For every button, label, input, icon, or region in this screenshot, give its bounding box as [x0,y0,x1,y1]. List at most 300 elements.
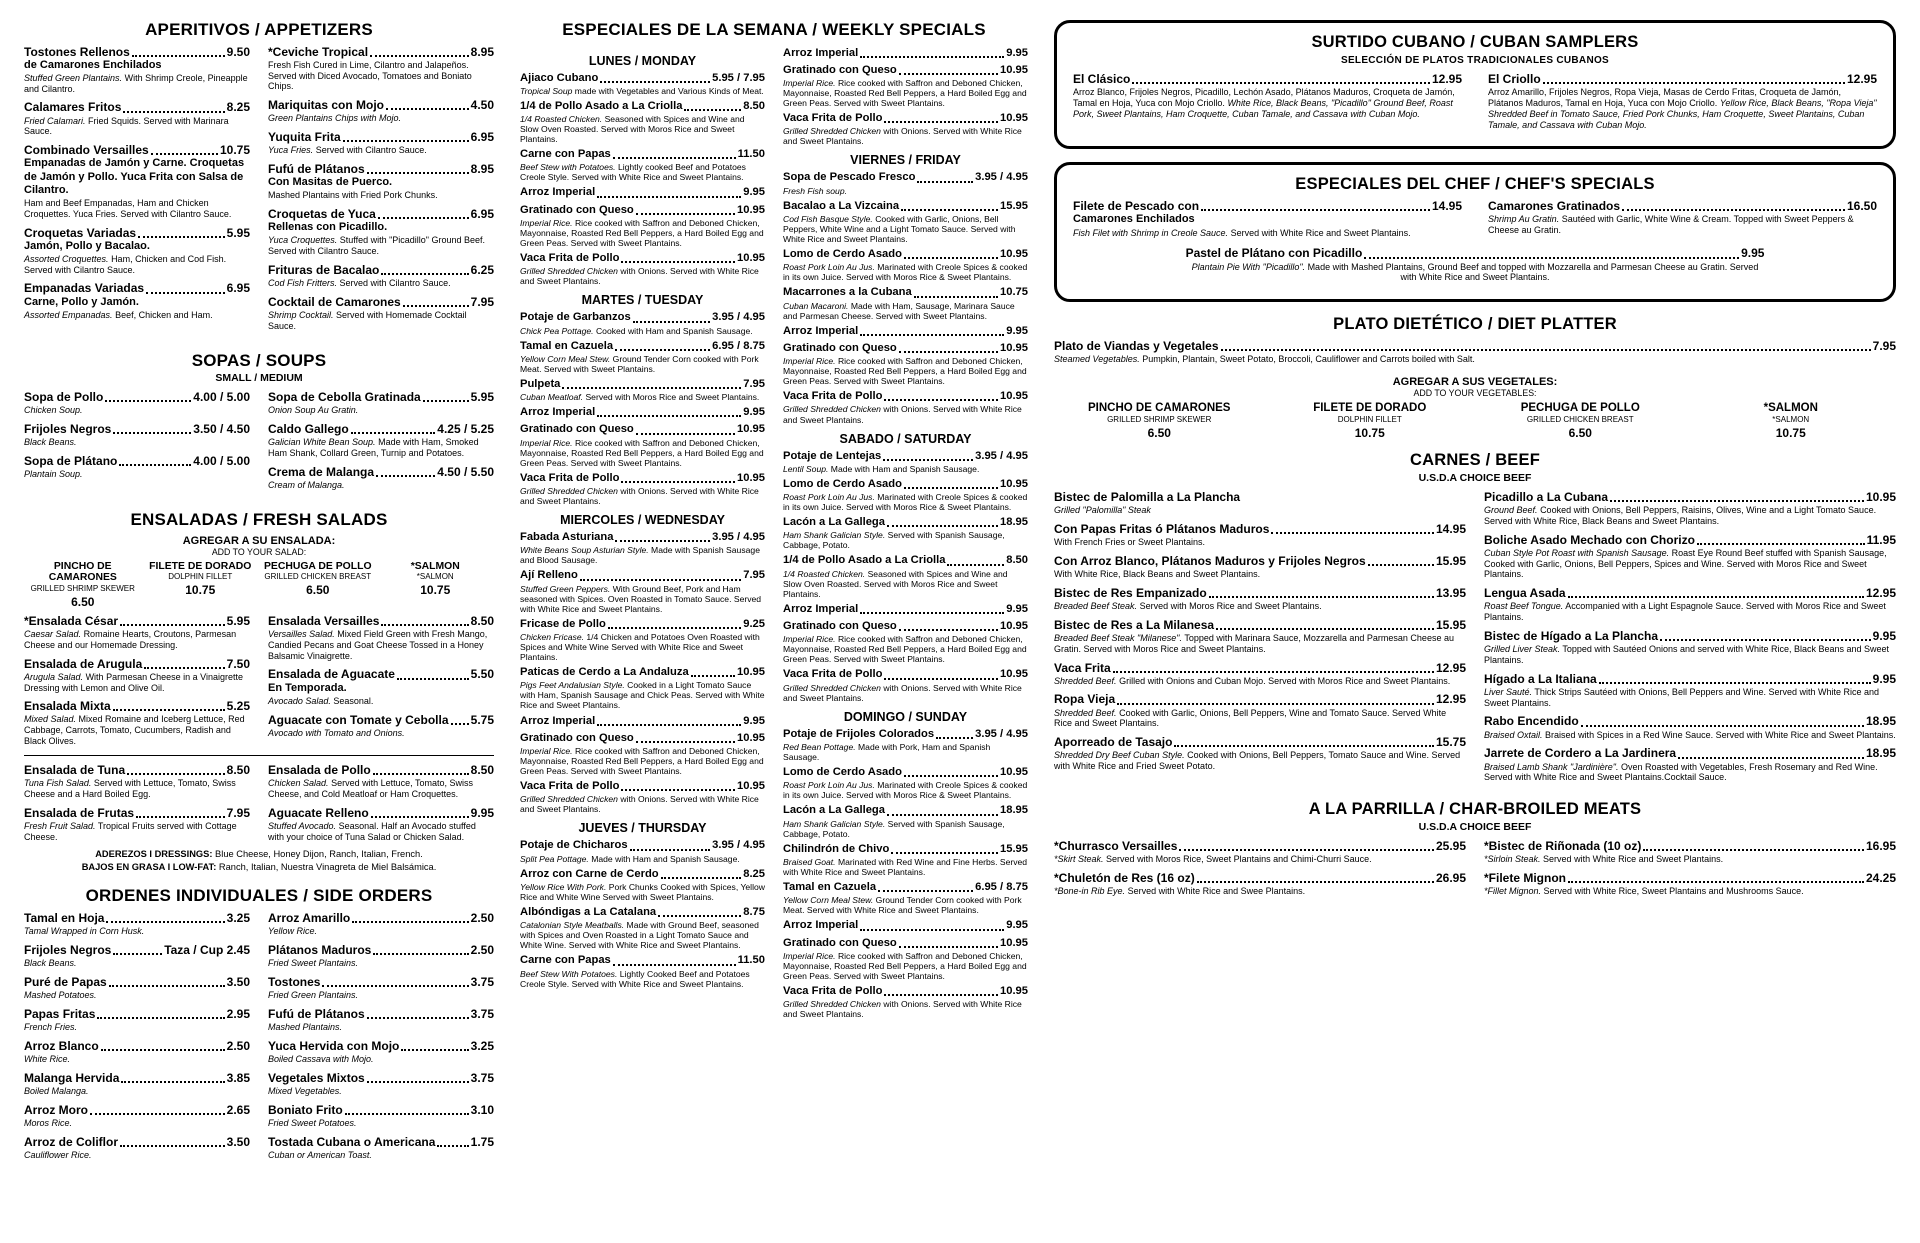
menu-item [520,531,765,565]
item-name: Arroz Moro [24,1102,88,1117]
item-description-text: Split Pea Pottage. [520,853,589,864]
menu-item [24,226,250,276]
item-description [268,926,494,937]
item-name-row [783,668,1028,681]
item-name: Ensalada de Frutas [24,805,135,820]
menu-item [24,943,250,969]
item-description-text: With Ground Beef, Pork and Ham seasoned with Spices. Oven Roasted in Tomato Sauce. Served with White Rice and Sweet Plantains. [520,583,762,614]
item-name-row [1484,746,1896,760]
item-description [1484,730,1896,741]
item-price: 24.25 [1865,871,1896,886]
menu-item [268,806,494,843]
item-description-text: Topped with Sautéed Onions and served with White Rice, Black Beans and Sweet Plantains. [1484,644,1890,665]
dot-leader [113,432,191,434]
item-name-row [24,143,250,157]
item-name-row [520,666,765,679]
dot-leader [105,400,191,402]
item-description-text: Ham, Chicken and Cod Fish. Served with Cilantro Sauce. [24,253,227,275]
item-description [1054,854,1466,865]
dot-leader [146,292,225,294]
item-name: Bistec de Res a La Milanesa [1054,617,1215,632]
item-price: 12.95 [1846,71,1877,86]
menu-item [520,204,765,248]
item-description-text: Made with Ham, Smoked Ham Shank, Collard Green, Turnip and Potatoes. [268,437,479,459]
item-name: Plátanos Maduros [268,942,372,957]
item-price: 6.25 [470,263,494,278]
item-description-text: With Parmesan Cheese in a Vinaigrette Dressing with Lemon and Olive Oil. [24,671,243,693]
item-name-row [268,911,494,925]
item-price: 14.95 [1431,199,1462,214]
item-description-text: Grilled Shredded Chicken [520,486,618,497]
item-description [24,958,250,969]
item-description [1488,87,1877,130]
item-description-text: Served with Lettuce, Tomato, Swiss Cheese, and Cold Meatloaf or Ham Croquettes. [268,778,473,799]
item-description [783,634,1028,664]
item-description-text: Imperial Rice. [783,950,836,961]
item-name-row [24,1039,250,1053]
item-description-text: Moros Rice. [24,1117,73,1128]
dot-leader [1132,82,1430,84]
item-description [1484,548,1896,580]
item-name: Tamal en Cazuela [783,880,877,893]
menu-item [24,657,250,694]
dressings-label: ADEREZOS I DRESSINGS: [95,849,213,860]
item-description [268,437,494,459]
item-description [268,1054,494,1065]
salads-bottom-left [24,763,250,849]
menu-item [1054,339,1896,365]
dot-leader [373,773,469,775]
item-description-text: Yuca Croquettes. [268,235,338,246]
item-price: 4.50 [470,98,494,113]
item-price: 5.95 [226,225,250,240]
item-subname: de Camarones Enchilados [24,58,162,71]
section-title: SURTIDO CUBANO / CUBAN SAMPLERS [1311,33,1639,51]
item-description-text: Roast Pork Loin Au Jus. [783,262,875,273]
item-description-text: Assorted Empanadas. [24,309,113,320]
dot-leader [381,624,468,626]
item-price: 10.95 [737,252,765,265]
item-description-text: Rice cooked with Saffron and Deboned Chicken, Mayonnaise, Roasted Red Bell Peppers, a Hard Boiled Egg and Green Peas. Served with Sweet Plantains. [783,356,1027,387]
item-price: 9.25 [743,617,765,630]
item-description-text: Cauliflower Rice. [24,1149,92,1160]
item-description-text: Sautéed with Garlic, White Wine & Cream. Topped with Sweet Peppers & Cheese au Gratin. [1488,214,1854,236]
menu-item [783,603,1028,616]
item-description-text: Shrimp Au Gratin. [1488,214,1560,225]
item-name: *Ensalada César [24,613,119,628]
menu-item [1073,199,1462,238]
dot-leader [860,929,1004,931]
item-name-row [520,531,765,544]
item-name-row [268,1039,494,1053]
dot-leader [367,1081,469,1083]
dot-leader [322,985,468,987]
item-name-row [268,614,494,628]
item-name: Ensalada Mixta [24,699,111,714]
dot-leader [899,946,998,948]
item-name: Arroz de Coliflor [24,1134,119,1149]
item-description [520,632,765,662]
item-price: 10.95 [1865,489,1896,504]
item-description [268,1022,494,1033]
section-title: PLATO DIETÉTICO / DIET PLATTER [1333,315,1617,334]
item-name-row [1054,618,1466,632]
item-name-row [783,554,1028,567]
item-name-row [783,112,1028,125]
addon-name: PECHUGA DE POLLO [1520,402,1640,415]
dot-leader [1581,725,1864,727]
dot-leader [562,387,741,389]
item-name-row [783,843,1028,856]
menu-item [783,516,1028,550]
item-description-text: Yuca Fries. [268,145,314,156]
menu-item [783,554,1028,598]
item-description-text: with Onions. Served with White Rice and Sweet Plantains. [783,404,1022,425]
item-price: 10.95 [737,780,765,793]
menu-item [1484,586,1896,623]
item-price: 3.85 [226,1070,250,1085]
item-description-text: Imperial Rice. [520,217,573,228]
dot-leader [1174,745,1433,747]
item-description-text: Grilled Shredded Chicken [520,794,618,805]
item-price: 3.75 [470,1006,494,1021]
dot-leader [106,921,224,923]
item-name: Vaca Frita de Pollo [783,112,883,125]
sides-right-column [268,911,494,1167]
column-right [1054,20,1896,1243]
item-name-row [783,342,1028,355]
item-name-row [520,472,765,485]
item-description [24,1054,250,1065]
dot-leader [376,475,435,477]
item-description-text: Ham and Beef Empanadas, Ham and Chicken Croquettes. Yuca Fries. Served with Cilantro Sauce. [24,197,232,219]
sides-columns [24,911,494,1167]
addon-name: *SALMON [1763,402,1818,415]
menu-item [24,975,250,1001]
weekly-left-column [520,47,765,1024]
section-beef [1054,451,1896,789]
item-price: 5.75 [470,712,494,727]
menu-item [24,45,250,95]
item-name: *Chuletón de Res (16 oz) [1054,871,1195,886]
item-description-text: Grilled Shredded Chicken [783,682,881,693]
item-description-text: Cooked with Onions, Bell Peppers, Tomato Sauce and Wine. Served with White Rice and Fried Sweet Potato. [1054,750,1461,772]
item-description-text: Fresh Fruit Salad. [24,820,96,831]
item-price: 7.95 [1872,339,1896,354]
section-title: APERITIVOS / APPETIZERS [145,20,373,39]
dot-leader [1368,564,1434,566]
menu-item [24,806,250,843]
item-description-text: Black Beans. [24,437,77,448]
item-name: Frijoles Negros [24,422,112,437]
item-description [24,778,250,800]
addon-price: 10.75 [185,583,216,598]
item-name-row [783,248,1028,261]
item-name: Tostones [268,974,321,989]
item-price: 7.50 [226,656,250,671]
item-description-text: Seasoned with Spices and Wine and Slow Oven Roasted. Served with Moros Rice and Sweet Plantains. [520,114,745,145]
item-description-text: Thick Strips Sautéed with Onions, Bell Peppers and Wine. Served with White Rice and Sweet Plantains. [1484,686,1880,708]
item-description-text: Cooked with Onions, Bell Peppers, Raisins, Olives, Wine and a Light Tomato Sauce. Served with White Rice, Black Beans and Sweet Plantains. [1484,505,1877,526]
item-name: Vaca Frita de Pollo [520,471,620,484]
addon-subname: GRILLED CHICKEN BREAST [264,572,372,582]
item-price: 5.95 [226,613,250,628]
item-description [268,405,494,416]
item-description-text: Yellow Corn Meal Stew. [783,895,874,906]
menu-item [268,162,494,201]
item-description [268,958,494,969]
item-description-text: Served with Cilantro Sauce. [315,145,427,156]
item-description [268,145,494,156]
item-description-text: Pumpkin, Plantain, Sweet Potato, Broccoli, Cauliflower and Carrots boiled with Salt. [1142,354,1475,365]
dot-leader [351,432,436,434]
dot-leader [401,1049,468,1051]
item-name-row [1054,490,1466,504]
item-description [1484,644,1896,666]
dot-leader [630,849,711,851]
item-description [783,530,1028,550]
dot-leader [615,349,710,351]
item-name: Bistec de Palomilla a La Plancha [1054,489,1241,504]
item-description [268,480,494,491]
diet-items [1054,339,1896,365]
item-description-text: Beef, Chicken and Ham. [115,309,213,320]
menu-item [1186,246,1765,283]
item-description [24,73,250,95]
dot-leader [144,667,224,669]
dot-leader [1599,682,1871,684]
item-description-text: Rice cooked with Saffron and Deboned Chicken, Mayonnaise, Roasted Red Bell Peppers, a Hard Boiled Egg and Green Peas. Served with Sweet Plantains. [520,745,764,777]
item-price: 8.95 [470,44,494,59]
menu-item [268,1135,494,1161]
item-description-text: Chicken Soup. [24,405,83,416]
item-description-text: With Shrimp Creole, Pineapple and Cilantro. [24,72,248,94]
section-title: A LA PARRILLA / CHAR-BROILED MEATS [1308,800,1642,819]
item-price: 3.75 [470,1070,494,1085]
menu-item [783,112,1028,146]
addon-name: PECHUGA DE POLLO [263,560,372,572]
dot-leader [1117,703,1434,705]
dot-leader [367,1017,469,1019]
section-diet-platter [1054,315,1896,365]
item-description [783,301,1028,321]
item-description-text: Served with White Rice and Sweet Plantains. [1543,854,1724,865]
item-description-text: Roast Pork Loin Au Jus. [783,492,875,503]
item-name-row [24,614,250,628]
menu-item [1484,714,1896,740]
item-name: Vaca Frita de Pollo [783,668,883,681]
day-header: JUEVES / THURSDAY [578,821,707,836]
item-description-text: Stuffed Green Peppers. [520,583,611,594]
item-description-text: Fried Sweet Potatoes. [268,1117,357,1128]
item-description-text: Served with White Rice and Swee Plantains. [1127,886,1306,897]
item-description-text: Made with Ground Beef, seasoned with Spices and Oven Roasted in a Light Tomato Sauce and White Wine. Served with White Rice and Sweet Plantains. [520,920,759,951]
menu-item [520,569,765,613]
item-subname: Jamón, Pollo y Bacalao. [24,239,150,252]
addon-price: 10.75 [420,583,451,598]
item-price: 9.95 [1006,324,1028,337]
item-name-row [520,715,765,728]
item-description-text: *Sirloin Steak. [1484,854,1541,865]
item-description [520,680,765,710]
item-price: 3.75 [470,974,494,989]
dot-leader [936,737,973,739]
menu-item [783,171,1028,195]
menu-item [520,72,765,96]
addon-price: 10.75 [1354,425,1385,440]
item-name-row [24,763,250,777]
dot-leader [580,579,741,581]
item-description-text: White Rice, Black Beans, "Picadillo" Ground Beef, Roast Pork, Sweet Plantains, Ham Croquette, Cuban Tamale, and Cassava with Cuban Mojo. [1073,97,1453,119]
item-price: 10.95 [1000,248,1028,261]
item-description-text: Catalonian Style Meatballs. [520,920,625,931]
item-name: Sopa de Pescado Fresco [783,171,916,184]
item-name-row [520,406,765,419]
item-description-text: Mashed Plantains. [268,1022,343,1033]
item-description [783,464,1028,474]
item-name-row [1484,490,1896,504]
item-name-row [1484,714,1896,728]
item-description-text: Cooked with Ham and Spanish Sausage. [595,325,753,336]
item-price: 15.95 [1435,617,1466,632]
item-description-text: Beef Stew With Potatoes. [520,968,618,979]
day-header: DOMINGO / SUNDAY [843,709,968,724]
dot-leader [136,816,225,818]
menu-item [24,911,250,937]
grill-right-column [1484,839,1896,903]
dot-leader [621,789,735,791]
menu-item [1054,554,1466,580]
item-description-text: White Rice. [24,1053,71,1064]
item-description-text: Mixed Vegetables. [268,1085,342,1096]
item-name: Albóndigas a La Catalana [520,905,657,918]
item-description-text: Cuban Style Pot Roast with Spanish Sausage. [1484,547,1670,558]
item-name-row [24,806,250,820]
item-description [783,492,1028,512]
item-description [520,438,765,468]
item-price: 12.95 [1435,692,1466,707]
menu-item [24,763,250,800]
menu-item [24,1135,250,1161]
menu-item [268,390,494,416]
item-name: Sopa de Pollo [24,390,104,405]
menu-item [1488,199,1877,236]
item-price: 10.95 [1000,984,1028,997]
item-name: Arroz Imperial [783,324,859,337]
chef-center-item [1186,246,1765,283]
column-weekly-specials [520,20,1028,1243]
item-price: 10.75 [1000,286,1028,299]
menu-item [24,1103,250,1129]
protein-addon [142,561,260,609]
item-name-row [520,569,765,582]
menu-item [783,937,1028,981]
item-price: 6.95 [470,130,494,145]
item-description-text: Onion Soup Au Gratin. [268,405,359,416]
item-description-text: Mashed Potatoes. [24,990,97,1001]
item-name-row [24,1103,250,1117]
soups-right-column [268,390,494,497]
item-description-text: Topped with Marinara Sauce, Mozzarella and Parmesan Cheese au Gratin. Served with Moros Rice and Sweet Plantains. [1054,632,1454,654]
item-description-text: Ham Shank Galician Style. [783,530,886,541]
dot-leader [352,921,468,923]
item-name-row [24,100,250,114]
item-description-text: Made with Ham, Sausage, Marinara Sauce and Parmesan Cheese. Served with Sweet Plantains. [783,300,1015,321]
item-name: Malanga Hervida [24,1070,120,1085]
item-name-row [1054,871,1466,885]
menu-item [1054,490,1466,516]
item-price: 10.95 [1000,936,1028,949]
item-description-text: Lightly Cooked Beef and Potatoes Creole Style. Served with White Rice and Sweet Plantains. [520,968,750,989]
item-price: 15.95 [1000,199,1028,212]
item-name-row [783,620,1028,633]
dot-leader [1622,209,1845,211]
item-name-row [520,204,765,217]
appetizers-left-column [24,45,250,338]
item-description-text: Cuban Macaroni. [783,300,849,311]
item-price: 3.50 [226,974,250,989]
item-description [268,310,494,332]
item-description [520,218,765,248]
item-price: 9.50 [226,44,250,59]
dot-leader [397,678,469,680]
item-description-text: With White Rice, Black Beans and Sweet Plantains. [1054,569,1261,579]
item-price: 6.95 [470,207,494,222]
salad-addon-header-es: AGREGAR A SU ENSALADA: [182,534,336,547]
item-description-text: Fresh Fish soup. [783,185,847,196]
item-name: Tamal en Hoja [24,911,105,925]
menu-item [783,478,1028,512]
item-description-text: White Beans Soup Asturian Style. [520,545,649,556]
protein-addon [377,561,495,609]
item-name: Vaca Frita de Pollo [520,252,620,265]
veg-addons-row [1054,402,1896,440]
dot-leader [378,217,469,219]
item-description-text: with Onions. Served with White Rice and Sweet Plantains. [520,486,759,507]
item-name-row [520,340,765,353]
dot-leader [373,953,468,955]
item-description [783,356,1028,386]
item-name-row [783,985,1028,998]
item-description [783,857,1028,877]
item-description [1054,633,1466,655]
item-name-row [783,47,1028,60]
menu-item [268,1039,494,1065]
item-description [24,469,250,480]
item-price: 1.75 [470,1134,494,1149]
dot-leader [1271,532,1434,534]
dot-leader [691,675,735,677]
item-description-text: Grilled Shredded Chicken [783,999,881,1010]
item-price: 8.25 [226,100,250,115]
day-header: MARTES / TUESDAY [581,293,704,308]
item-name-row [1073,72,1462,86]
menu-item [1073,72,1462,120]
item-price: 5.25 [226,699,250,714]
dot-leader [899,73,998,75]
item-description [24,990,250,1001]
item-description-text: Chicken Fricase. [520,632,584,642]
dot-leader [370,55,469,57]
item-description [520,854,765,864]
menu-item [520,378,765,402]
item-description [24,310,250,321]
item-name: Gratinado con Queso [783,63,897,76]
item-name-row [783,171,1028,184]
item-description-text: with Onions. Served with White Rice and Sweet Plantains. [783,126,1022,147]
item-price: 11.50 [737,954,765,967]
item-description-text: Cream of Malanga. [268,480,345,491]
